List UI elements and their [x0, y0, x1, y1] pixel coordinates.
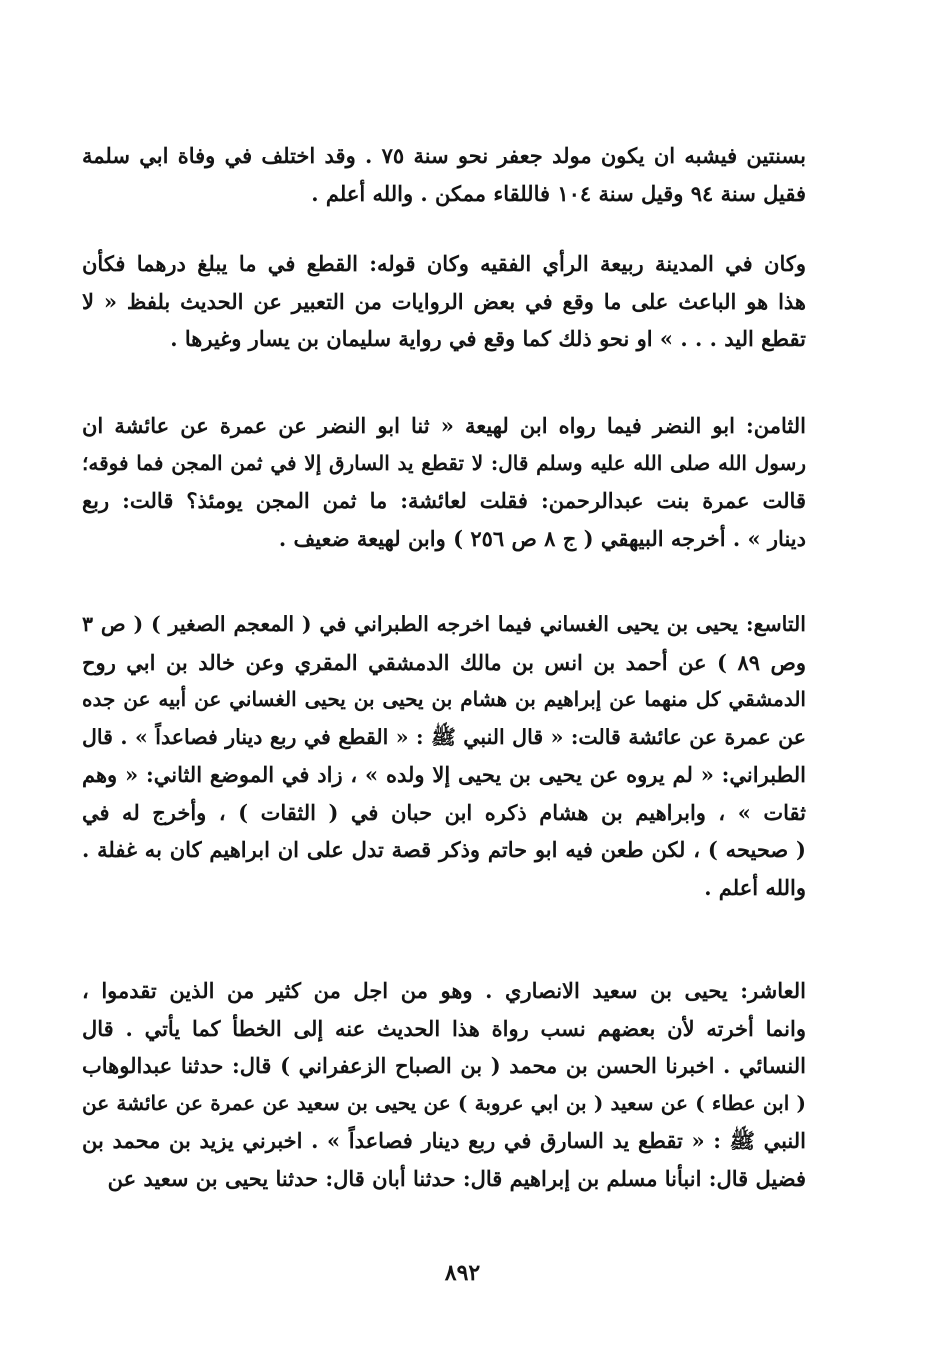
text-line: وكان في المدينة ربيعة الرأي الفقيه وكان قوله: القطع في ما يبلغ درهما فكأن: [82, 251, 806, 276]
text-line: النسائي . اخبرنا الحسن بن محمد ( بن الصباح الزعفراني ) قال: حدثنا عبدالوهاب: [82, 1053, 806, 1078]
text-line: ( صحيحه ) ، لكن طعن فيه ابو حاتم وذكر قصة تدل على ان ابراهيم كان به غفلة .: [82, 837, 806, 862]
text-line: دينار » . أخرجه البيهقي ( ج ٨ ص ٢٥٦ ) وابن لهيعة ضعيف .: [278, 525, 806, 551]
paragraph-2: [82, 245, 806, 358]
paragraph-4: [82, 606, 806, 906]
text-line: وص ٨٩ ) عن أحمد بن انس بن مالك الدمشقي المقري وعن خالد بن ابي روح: [82, 649, 806, 675]
text-line: قالت عمرة بنت عبدالرحمن: فقلت لعائشة: ما ثمن المجن يومئذ؟ قالت: ربع: [82, 488, 806, 513]
text-line: تقطع اليد . . . » او نحو ذلك كما وقع في رواية سليمان بن يسار وغيرها .: [170, 326, 806, 351]
text-line: التاسع: يحيى بن يحيى الغساني فيما اخرجه الطبراني في ( المعجم الصغير ) ( ص ٣: [82, 612, 806, 636]
text-line: هذا هو الباعث على ما وقع في بعض الروايات من التعبير عن الحديث بلفظ « لا: [82, 288, 806, 314]
paragraph-3: [82, 407, 806, 557]
text-line: رسول الله صلى الله عليه وسلم قال: لا تقطع يد السارق إلا في ثمن المجن فما فوقه؛: [82, 450, 806, 475]
text-line: العاشر: يحيى بن سعيد الانصاري . وهو من اجل من كثير من الذين تقدموا ،: [82, 978, 806, 1003]
text-line: وانما أخرته لأن بعضهم نسب رواة هذا الحديث عنه إلى الخطأ كما يأتي . قال: [82, 1015, 806, 1041]
text-line: فقيل سنة ٩٤ وقيل سنة ١٠٤ فاللقاء ممكن . والله أعلم .: [311, 180, 806, 206]
text-line: ثقات » ، وابراهيم بن هشام ذكره ابن حبان في ( الثقات ) ، وأخرج له في: [82, 799, 806, 825]
paragraph-1: [82, 137, 806, 212]
text-line: بسنتين فيشبه ان يكون مولد جعفر نحو سنة ٧٥ . وقد اختلف في وفاة ابي سلمة: [82, 143, 806, 168]
text-line: عن عمرة عن عائشة قالت: « قال النبي ﷺ : « القطع في ربع دينار فصاعداً » . قال: [82, 724, 806, 749]
text-line: النبي ﷺ : « تقطع يد السارق في ربع دينار فصاعداً » . اخبرني يزيد بن محمد بن: [82, 1128, 806, 1153]
text-line: ( ابن عطاء ) عن سعيد ( بن ابي عروبة ) عن يحيى بن سعيد عن عمرة عن عائشة عن: [82, 1090, 806, 1115]
page-number: ٨٩٢: [444, 1260, 481, 1286]
text-line: الدمشقي كل منهما عن إبراهيم بن هشام بن يحيى بن يحيى الغساني عن أبيه عن جده: [82, 687, 806, 711]
text-line: فضيل قال: انبأنا مسلم بن إبراهيم قال: حدثنا أبان قال: حدثنا يحيى بن سعيد عن: [107, 1165, 806, 1191]
paragraph-5: [82, 972, 806, 1197]
text-line: والله أعلم .: [704, 874, 806, 900]
text-line: الثامن: ابو النضر فيما رواه ابن لهيعة « ثنا ابو النضر عن عمرة عن عائشة ان: [82, 413, 806, 438]
text-line: الطبراني: « لم يروه عن يحيى بن يحيى إلا ولده » ، زاد في الموضع الثاني: « وهم: [82, 762, 806, 787]
